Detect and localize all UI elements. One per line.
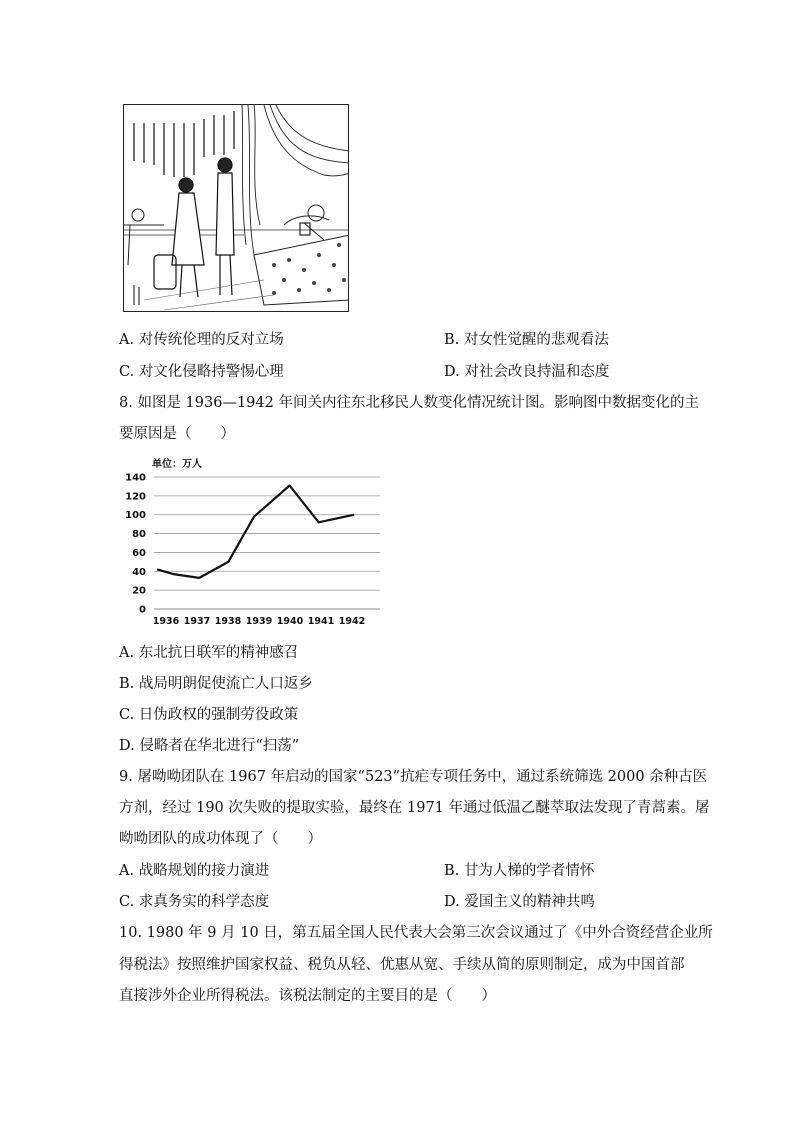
x-tick-label: 1942: [338, 616, 366, 627]
q10-stem-line-1: 10. 1980 年 9 月 10 日，第五届全国人民代表大会第三次会议通过了《中外合资经营企业所: [119, 925, 713, 941]
y-tick-label: 120: [125, 491, 146, 503]
q7-option-d: D. 对社会改良持温和态度: [444, 364, 610, 380]
y-tick-label: 20: [132, 585, 146, 597]
y-tick-label: 0: [139, 604, 146, 616]
q9-stem-line-1: 9. 屠呦呦团队在 1967 年启动的国家“523”抗疟专项任务中，通过系统筛选 2000 余种古医: [119, 769, 708, 785]
cartoon-illustration: [123, 104, 349, 312]
q7-option-b: B. 对女性觉醒的悲观看法: [444, 332, 609, 348]
q9-option-b: B. 甘为人梯的学者情怀: [444, 863, 595, 879]
y-tick-label: 80: [132, 529, 146, 541]
q9-option-a: A. 战略规划的接力演进: [119, 863, 270, 879]
q9-stem-line-3: 呦呦团队的成功体现了（ ）: [119, 831, 322, 847]
q7-option-c: C. 对文化侵略持警惕心理: [119, 364, 284, 380]
q10-stem-line-2: 得税法》按照维护国家权益、税负从轻、优惠从宽、手续从简的原则制定，成为中国首部: [119, 957, 685, 973]
y-tick-label: 100: [125, 510, 146, 522]
x-tick-label: 1937: [183, 616, 211, 627]
q9-option-c: C. 求真务实的科学态度: [119, 894, 270, 910]
cartoon-drawing: [124, 105, 349, 312]
y-tick-label: 60: [132, 547, 146, 559]
chart-unit-label: 单位：万人: [152, 459, 202, 470]
q8-option-b: B. 战局明朗促使流亡人口返乡: [119, 676, 313, 692]
x-tick-label: 1941: [307, 616, 335, 627]
q10-stem-line-3: 直接涉外企业所得税法。该税法制定的主要目的是（ ）: [119, 988, 496, 1004]
y-tick-label: 40: [132, 566, 146, 578]
y-tick-label: 140: [125, 472, 146, 484]
q8-option-c: C. 日伪政权的强制劳役政策: [119, 707, 299, 723]
migration-line-chart: [118, 452, 388, 630]
x-tick-label: 1939: [245, 616, 273, 627]
q8-stem-line-1: 8. 如图是 1936—1942 年间关内往东北移民人数变化情况统计图。影响图中数据变化的主: [119, 395, 699, 411]
q7-option-a: A. 对传统伦理的反对立场: [119, 332, 284, 348]
chart-x-ticks: [153, 616, 365, 627]
x-tick-label: 1938: [214, 616, 242, 627]
chart-y-ticks: [125, 473, 146, 616]
q9-stem-line-2: 方剂，经过 190 次失败的提取实验，最终在 1971 年通过低温乙醚萃取法发现了青蒿素。屠: [119, 800, 710, 816]
q8-stem-line-2: 要原因是（ ）: [119, 426, 235, 442]
series-line: [157, 486, 354, 578]
x-tick-label: 1940: [276, 616, 304, 627]
chart-grid: [154, 477, 380, 609]
q9-option-d: D. 爱国主义的精神共鸣: [444, 894, 595, 910]
q8-option-a: A. 东北抗日联军的精神感召: [119, 645, 299, 661]
x-tick-label: 1936: [152, 616, 180, 627]
q8-option-d: D. 侵略者在华北进行“扫荡”: [119, 738, 300, 754]
